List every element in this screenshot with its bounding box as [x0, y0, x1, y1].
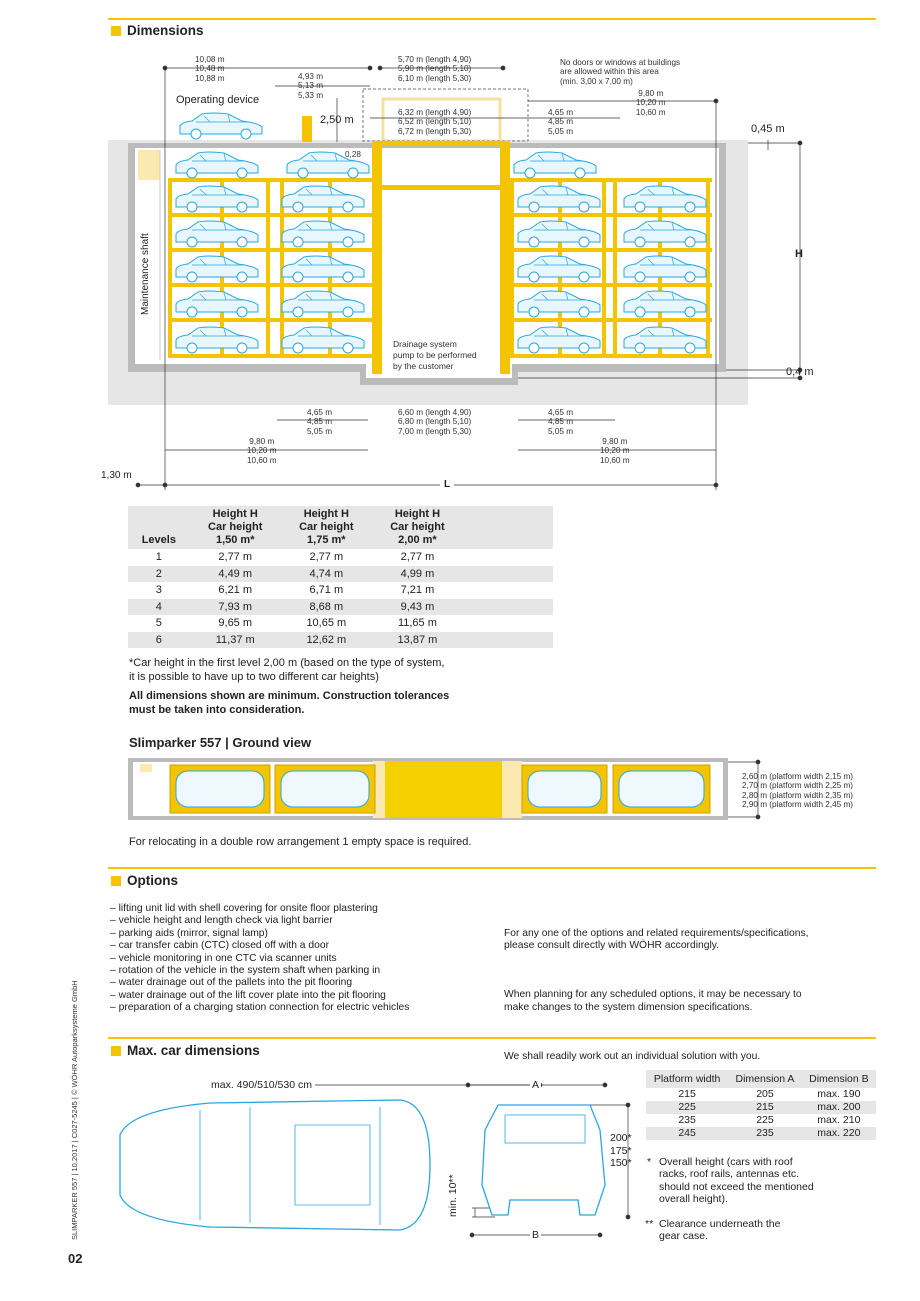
option-item: – preparation of a charging station connection for electric vehicles — [110, 1002, 410, 1014]
dimension-A-label: A — [532, 1079, 540, 1091]
section-rule — [108, 1037, 876, 1039]
no-doors-note: No doors or windows at buildings are allowed within this area (min. 3,00 x 7,00 m) — [560, 58, 681, 86]
table-cell: 235 — [728, 1127, 802, 1140]
height-H-label: H — [795, 248, 803, 260]
rack-platform — [168, 178, 378, 182]
table-row — [128, 549, 553, 566]
ground-view-diagram — [120, 752, 800, 827]
table-cell: 12,62 m — [281, 632, 372, 649]
dim-bottom-left-total: 9,80 m 10,20 m 10,60 m — [247, 437, 277, 465]
dim-top-center-inner: 6,32 m (length 4,90) 6,52 m (length 5,10) 6,72 m (length 5,30) — [398, 108, 472, 136]
relocating-note: For relocating in a double row arrangement 1 empty space is required. — [129, 836, 472, 848]
dim-top-right-total: 9,80 m 10,20 m 10,60 m — [636, 89, 666, 117]
clearance-note: Clearance underneath the gear case. — [659, 1218, 781, 1243]
option-text: car transfer cabin (CTC) closed off with a door — [118, 940, 330, 952]
depth-label: 0,45 m — [751, 123, 785, 135]
lift-cover-frame — [382, 141, 500, 145]
table-cell: 7,21 m — [400, 584, 435, 597]
table-row — [646, 1101, 876, 1114]
dim-bottom-right-inner: 4,65 m 4,85 m 5,05 m — [548, 408, 574, 436]
option-text: preparation of a charging station connection for electric vehicles — [118, 1002, 410, 1014]
table-cell: 13,87 m — [372, 632, 463, 649]
height-table — [128, 506, 553, 648]
table-row — [646, 1114, 876, 1127]
option-text: vehicle monitoring in one CTC via scanner units — [118, 952, 337, 964]
table-cell: 6,21 m — [218, 584, 253, 597]
table-cell: 9,65 m — [218, 617, 253, 630]
table-cell: 4,99 m — [372, 566, 463, 583]
table-row — [128, 632, 553, 649]
rack-platform — [510, 213, 712, 217]
table-cell: 7,93 m — [190, 599, 281, 616]
rack-column — [706, 180, 710, 358]
table-cell: 4,49 m — [190, 566, 281, 583]
car-top-outline — [528, 771, 601, 807]
options-paragraph: When planning for any scheduled options, it may be necessary to make changes to the system dimension specifications. — [504, 989, 802, 1013]
dim-top-left-total: 10,08 m 10,48 m 10,88 m — [195, 55, 225, 83]
car-rear-view — [482, 1105, 605, 1215]
car-top-view — [120, 1100, 430, 1230]
car-dimension-table — [646, 1070, 876, 1140]
options-right — [504, 903, 809, 1076]
table-cell: 9,43 m — [372, 599, 463, 616]
heading-text: Dimensions — [127, 23, 204, 38]
page-number: 02 — [68, 1251, 83, 1266]
option-text: rotation of the vehicle in the system shaft when parking in — [118, 965, 381, 977]
options-list — [110, 903, 409, 1015]
table-cell: 245 — [646, 1127, 728, 1140]
rack-column — [168, 180, 172, 358]
option-item: – water drainage out of the pallets into the pit flooring — [110, 977, 353, 989]
car-length-label: max. 490/510/530 cm — [208, 1079, 315, 1091]
table-cell: max. 220 — [802, 1127, 876, 1140]
dim-top-right-inner: 4,65 m 4,85 m 5,05 m — [548, 108, 574, 136]
rack-column — [613, 180, 617, 358]
car-top-outline — [176, 771, 264, 807]
table-cell: 10,65 m — [306, 617, 347, 630]
table-cell: 6,71 m — [309, 584, 344, 597]
option-item: – lifting unit lid with shell covering for onsite floor plastering — [110, 903, 378, 914]
table-cell: 205 — [756, 1088, 774, 1100]
options-paragraph: We shall readily work out an individual solution with you. — [504, 1051, 761, 1063]
table-cell: 2,77 m — [309, 551, 344, 564]
car-heights-label: 200* 175* 150* — [610, 1132, 632, 1169]
dim-top-left-inner: 4,93 m 5,13 m 5,33 m — [298, 72, 324, 100]
rack-platform — [510, 283, 712, 287]
table-row — [646, 1127, 876, 1140]
rack-platform — [510, 318, 712, 322]
rack-column — [266, 180, 270, 358]
table-cell: 225 — [646, 1101, 728, 1114]
maintenance-shaft-label: Maintenance shaft — [140, 233, 151, 315]
car-top-outline — [281, 771, 369, 807]
options-paragraph: For any one of the options and related requirements/specifications, please consult directly with WÖHR accordingly. — [504, 927, 809, 952]
col-platform-width: Platform width — [646, 1070, 728, 1088]
table-cell: max. 200 — [802, 1101, 876, 1114]
table-cell: 4 — [128, 599, 190, 616]
table-cell: 2 — [128, 566, 190, 583]
dim-bottom-center: 6,60 m (length 4,90) 6,80 m (length 5,10) 7,00 m (length 5,30) — [398, 408, 472, 436]
overall-height-note: Overall height (cars with roof racks, roof rails, antennas etc. should not exceed the mentioned overall height). — [659, 1156, 814, 1205]
table-cell: 3 — [155, 584, 162, 597]
option-item: – vehicle monitoring in one CTC via scanner units — [110, 952, 337, 964]
rack-column — [510, 180, 514, 358]
side-imprint: SLIMPARKER 557 | 10.2017 | C027-5245 | © WÖHR Autoparksysteme GmbH — [70, 980, 79, 1240]
col-dimension-b: Dimension B — [802, 1070, 876, 1088]
ground-view-dimensions: 2,60 m (platform width 2,15 m) 2,70 m (platform width 2,25 m) 2,80 m (platform width 2,35 m) 2,90 m (platform width 2,45 m) — [742, 772, 854, 809]
gap-label: 0,28 — [345, 150, 361, 159]
table-cell: 225 — [756, 1114, 774, 1126]
operating-device — [302, 116, 312, 142]
note-mark: ** — [645, 1218, 654, 1230]
col-height-175: Height H Car height 1,75 m* — [281, 506, 372, 549]
table-cell: 11,65 m — [397, 617, 437, 630]
dim-bottom-left-inner: 4,65 m 4,85 m 5,05 m — [307, 408, 333, 436]
section-rule — [108, 867, 876, 869]
table-cell: 235 — [678, 1114, 696, 1126]
heading-text: Max. car dimensions — [127, 1043, 260, 1058]
width-label: 1,30 m — [101, 470, 132, 481]
rack-column — [602, 180, 606, 358]
height-label: 2,50 m — [320, 114, 354, 126]
option-item: – vehicle height and length check via light barrier — [110, 915, 333, 927]
table-cell: 11,37 m — [190, 632, 281, 649]
option-item: – water drainage out of the lift cover plate into the pit flooring — [110, 989, 386, 1001]
rack-platform — [510, 178, 712, 182]
car-dimension-drawings — [100, 1075, 640, 1250]
col-height-200: Height H Car height 2,00 m* — [372, 506, 463, 549]
table-row — [128, 599, 553, 616]
rack-platform — [168, 318, 378, 322]
footnote: *Car height in the first level 2,00 m (based on the type of system, it is possible to have up to two different car heights) — [129, 657, 445, 683]
table-cell: 6 — [128, 632, 190, 649]
col-levels: Levels — [128, 506, 190, 549]
lift-column — [500, 141, 510, 374]
dimension-B-label: B — [532, 1229, 540, 1241]
option-text: vehicle height and length check via light barrier — [118, 915, 333, 927]
table-cell: 215 — [678, 1088, 696, 1100]
rack-platform — [168, 283, 378, 287]
table-cell: 1 — [155, 551, 162, 564]
pit-depth-label: 0,4 m — [786, 366, 814, 378]
option-item: – rotation of the vehicle in the system shaft when parking in — [110, 965, 381, 977]
table-cell: max. 190 — [817, 1088, 861, 1100]
drainage-note: Drainage system pump to be performed by the customer — [393, 339, 477, 371]
rack-platform — [510, 354, 712, 358]
clearance-label: min. 10** — [447, 1174, 459, 1217]
rack-platform — [168, 248, 378, 252]
table-cell: 2,77 m — [400, 551, 435, 564]
length-L-label: L — [440, 479, 454, 490]
note-mark: * — [647, 1156, 652, 1168]
table-cell: 4,74 m — [281, 566, 372, 583]
option-text: water drainage out of the pallets into the pit flooring — [118, 977, 353, 989]
col-height-150: Height H Car height 1,50 m* — [190, 506, 281, 549]
table-cell: 5 — [155, 617, 162, 630]
col-dimension-a: Dimension A — [728, 1070, 802, 1088]
table-row — [128, 566, 553, 583]
car-top-outline — [619, 771, 704, 807]
rack-platform — [510, 248, 712, 252]
table-row — [646, 1088, 876, 1101]
dim-top-center: 5,70 m (length 4,90) 5,90 m (length 5,10) 6,10 m (length 5,30) — [398, 55, 472, 83]
table-row — [128, 582, 553, 599]
table-cell: 8,68 m — [281, 599, 372, 616]
rack-platform — [168, 213, 378, 217]
table-cell: 2,77 m — [218, 551, 253, 564]
dim-bottom-right-total: 9,80 m 10,20 m 10,60 m — [600, 437, 630, 465]
table-row — [128, 615, 553, 632]
option-text: water drainage out of the lift cover plate into the pit flooring — [118, 989, 386, 1001]
option-text: parking aids (mirror, signal lamp) — [118, 927, 268, 939]
option-item: – car transfer cabin (CTC) closed off with a door — [110, 940, 330, 952]
section-heading-max-car — [111, 1043, 260, 1058]
option-text: lifting unit lid with shell covering for onsite floor plastering — [118, 903, 378, 914]
rack-platform — [168, 354, 378, 358]
heading-text: Options — [127, 873, 178, 888]
table-cell: 215 — [728, 1101, 802, 1114]
ground-view-heading: Slimparker 557 | Ground view — [129, 735, 312, 750]
operating-device-label: Operating device — [176, 94, 260, 106]
section-heading-options — [111, 873, 178, 888]
lift-column — [372, 141, 382, 374]
table-cell: max. 210 — [817, 1114, 861, 1126]
minimum-note: All dimensions shown are minimum. Construction tolerances must be taken into consideration. — [129, 690, 450, 716]
option-item: – parking aids (mirror, signal lamp) — [110, 927, 268, 939]
lift-platform — [382, 185, 500, 190]
